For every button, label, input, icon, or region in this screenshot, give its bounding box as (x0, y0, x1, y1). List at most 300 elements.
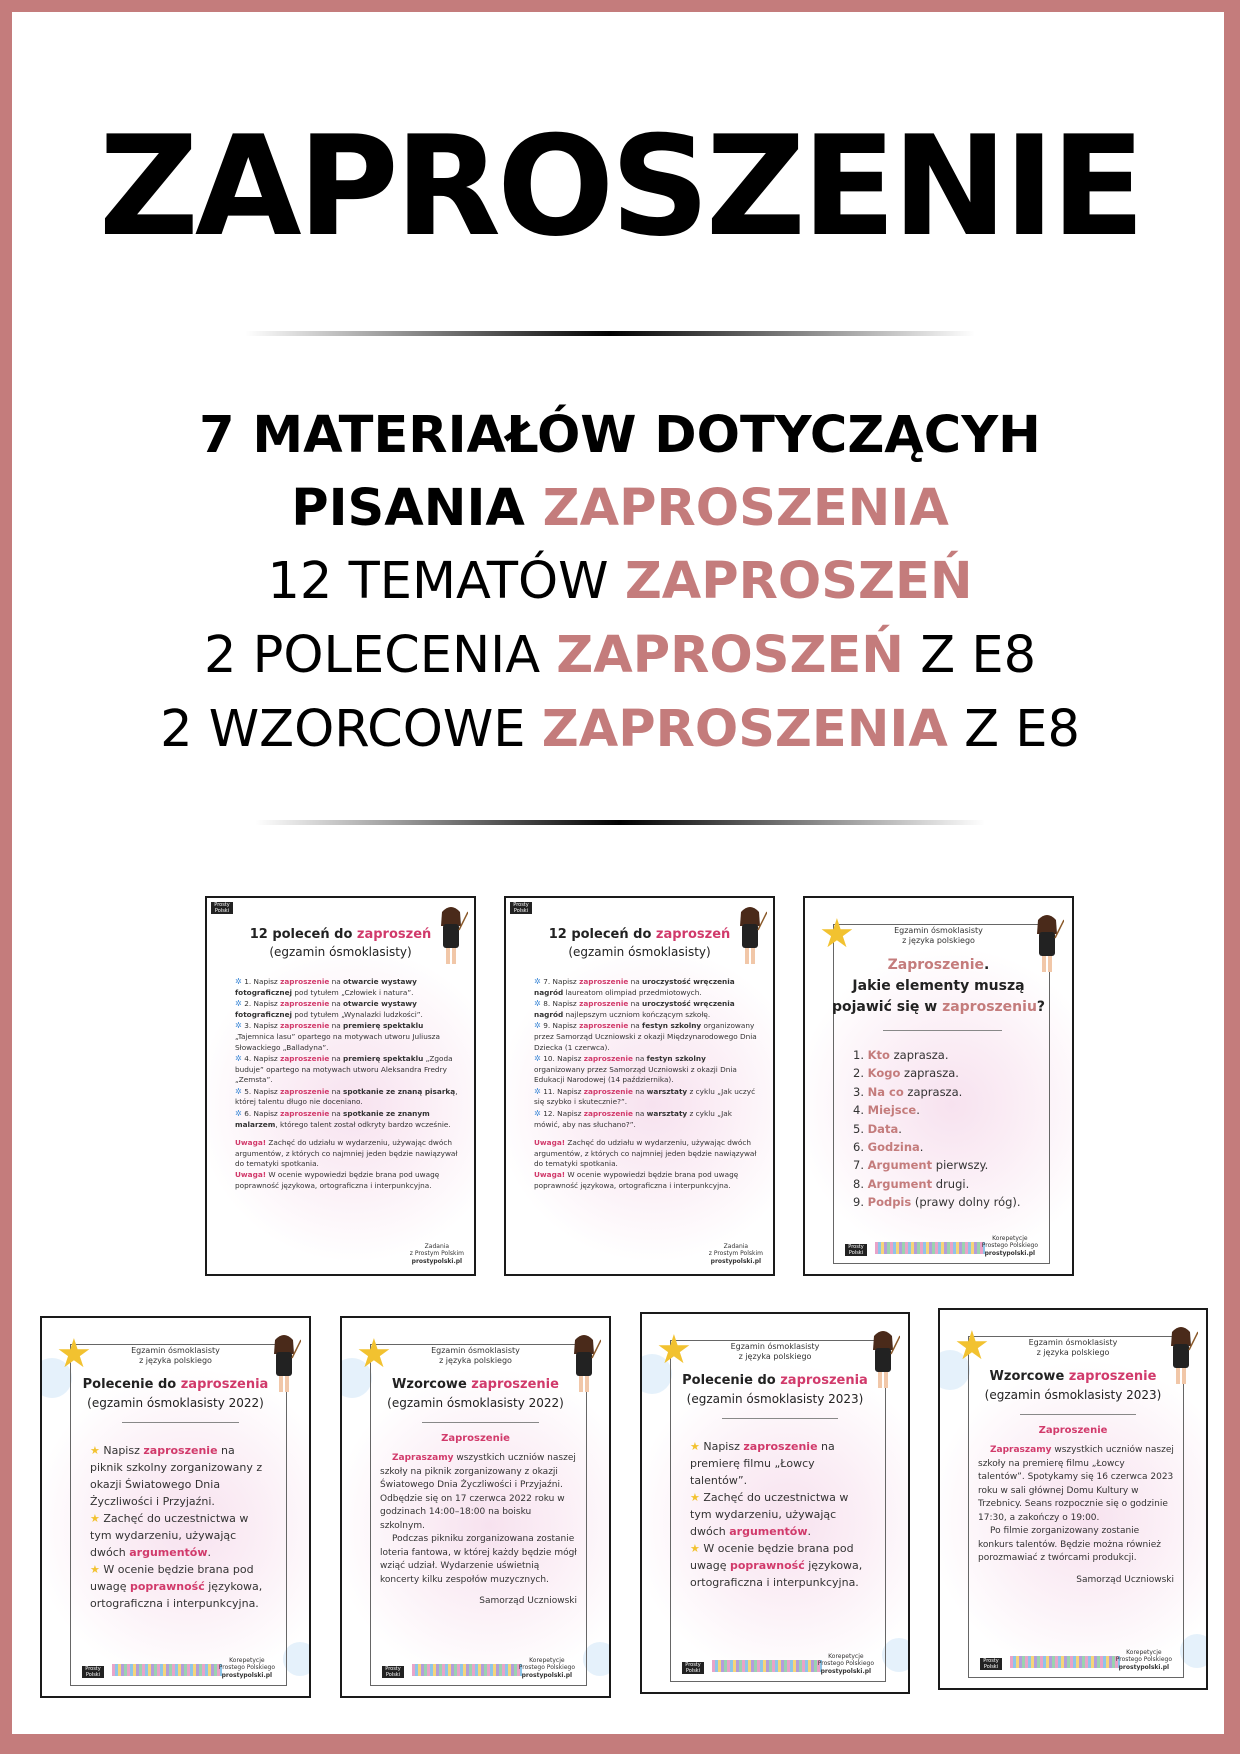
logo: Prosty Polski (510, 902, 532, 914)
divider (883, 1030, 1002, 1031)
item-number: 2. (853, 1066, 868, 1081)
star-icon: ★ (90, 1563, 104, 1577)
title-accent: zaproszeń (356, 927, 432, 942)
exam-header-line: Egzamin ósmoklasisty (131, 1346, 220, 1355)
task-accent: zaproszenie (583, 1086, 633, 1096)
star-icon: ★ (356, 1331, 392, 1377)
task-text: 1. Napisz (244, 977, 281, 986)
paragraph-text: wszystkich uczniów naszej szkoły na premierę filmu „Łowcy talentów”. Spotykamy się 16 czerwca 2023 roku w sali głównej Domu Kultury w Trzebnicy. Seans rozpocznie się o godzinie 17:30, a zakończy o 19:00. (978, 1445, 1174, 1523)
item-accent: Godzina (867, 1139, 920, 1154)
footer-site: prostypolski.pl (221, 1672, 273, 1680)
card-subtitle: (egzamin ósmoklasisty) (568, 945, 711, 959)
gear-icon: ✲ (235, 999, 245, 1009)
task-accent: zaproszenie (280, 1054, 330, 1064)
note-text: W ocenie wypowiedzi będzie brana pod uwagę poprawność językowa, ortograficzna i interpunkcyjna. (235, 1169, 440, 1190)
exam-header (42, 1346, 309, 1365)
task-text: laureatom olimpiad przedmiotowych. (563, 987, 702, 997)
task-bold: festyn szkolny (646, 1054, 706, 1064)
item-accent: Argument (867, 1176, 933, 1191)
star-icon: ★ (954, 1323, 990, 1369)
task-text: 4. Napisz (244, 1054, 281, 1064)
task-accent: zaproszenie (280, 1109, 330, 1119)
card-title (940, 1368, 1206, 1386)
divider (122, 1422, 239, 1423)
paragraph-text: wszystkich uczniów naszej szkoły na piknik zorganizowany z okazji Światowego Dnia Życzliwości i Przyjaźni. Odbędzie się on 17 czerwca 2022 roku w godzinach 14:00–18:00 na boisku szkolnym. (380, 1453, 576, 1531)
logo: Prosty Polski (682, 1662, 704, 1674)
paragraph (380, 1452, 577, 1533)
preview-card-12-tasks-part2 (504, 896, 775, 1276)
card-subtitle: (egzamin ósmoklasisty) (269, 945, 412, 959)
task-text: 12. Napisz (543, 1109, 584, 1119)
task-item (235, 1020, 458, 1053)
list-item (853, 1193, 1021, 1211)
bullet-text: językowa, ortograficzna i interpunkcyjna. (690, 1559, 863, 1590)
item-number: 7. (853, 1158, 868, 1173)
list-item (853, 1120, 1021, 1138)
page-title: ZAPROSZENIE (98, 106, 1142, 267)
task-accent: zaproszenie (579, 1021, 629, 1031)
task-item (235, 976, 458, 998)
title-accent: zaproszeń (655, 927, 731, 942)
task-text: organizowany przez Samorząd Uczniowski z okazji Międzynarodowego Dnia Dziecka (1 czerwca). (534, 1021, 757, 1052)
task-bullets (690, 1438, 868, 1591)
task-text: na (329, 1086, 344, 1096)
item-text: . (898, 1121, 902, 1136)
card-subtitle: (egzamin ósmoklasisty 2023) (984, 1388, 1162, 1402)
title-text: 12 poleceń do (548, 927, 656, 942)
task-bold: warsztaty (646, 1086, 688, 1096)
bullet (90, 1561, 269, 1612)
logo: Prosty Polski (845, 1244, 867, 1256)
headline-accent: ZAPROSZEŃ (624, 552, 973, 611)
task-item (235, 1108, 458, 1130)
exam-header-line: Egzamin ósmoklasisty (431, 1346, 520, 1355)
footer-text: z Prostym Polskim (708, 1250, 763, 1258)
card-title (506, 926, 773, 944)
list-item (853, 1046, 1021, 1064)
star-icon: ★ (690, 1542, 704, 1556)
logo: Prosty Polski (382, 1666, 404, 1678)
preview-card-model-2022 (340, 1316, 611, 1698)
card-title: Jakie elementy muszą (852, 978, 1025, 994)
item-accent: Miejsce (867, 1103, 917, 1118)
task-text: na (632, 1086, 647, 1096)
star-icon: ★ (56, 1331, 92, 1377)
task-text: na (329, 999, 344, 1009)
list-item (853, 1138, 1021, 1156)
books-illustration (875, 1242, 985, 1254)
task-text: pod tytułem „Człowiek i natura”. (292, 987, 414, 997)
preview-card-12-tasks-part1 (205, 896, 476, 1276)
task-item (235, 998, 458, 1020)
task-text: z cyklu „Jak mówić, aby nas słuchano?”. (534, 1109, 732, 1129)
preview-card-model-2023 (938, 1308, 1208, 1690)
task-text: 3. Napisz (244, 1021, 281, 1031)
bullet-text: Napisz (703, 1440, 744, 1453)
headline-text: Z E8 (903, 626, 1037, 685)
task-list (534, 976, 757, 1191)
footer-text: Korepetycje (229, 1656, 265, 1664)
decoration (882, 1638, 910, 1672)
exam-header-line: z języka polskiego (1036, 1347, 1110, 1357)
list-item (853, 1083, 1021, 1101)
exam-header (342, 1346, 609, 1365)
star-icon: ★ (690, 1491, 704, 1505)
task-bold: festyn szkolny (642, 1021, 702, 1031)
gear-icon: ✲ (534, 1054, 544, 1064)
paragraph-accent: Zapraszamy (392, 1453, 454, 1463)
gear-icon: ✲ (534, 999, 544, 1009)
headline-text: 2 POLECENIA (203, 626, 557, 685)
top-divider (245, 331, 975, 336)
task-text: , którego talent został odkryty bardzo wcześnie. (275, 1119, 451, 1129)
bullet-text: na piknik szkolny zorganizowany z okazji Światowego Dnia Życzliwości i Przyjaźni. (90, 1444, 263, 1509)
list-item (853, 1064, 1021, 1082)
card-title (805, 998, 1072, 1017)
exam-header-line: Egzamin ósmoklasisty (730, 1342, 820, 1351)
task-text: 7. Napisz (543, 977, 580, 986)
title-text: pojawić się w (831, 999, 943, 1015)
bullet-accent: poprawność (129, 1580, 205, 1594)
task-bold: warsztaty (646, 1109, 688, 1119)
logo: Prosty Polski (82, 1666, 104, 1678)
footer-site: prostypolski.pl (984, 1250, 1036, 1258)
exam-header-line: Egzamin ósmoklasisty (894, 926, 983, 935)
bullet-accent: zaproszenie (143, 1444, 218, 1457)
bottom-divider (255, 820, 985, 825)
note-label: Uwaga! (235, 1169, 267, 1179)
task-text: na (329, 1109, 344, 1119)
title-text: 12 poleceń do (249, 927, 357, 942)
bullet-text: W ocenie będzie brana pod uwagę (690, 1542, 854, 1573)
card-title (642, 1372, 908, 1390)
card-footer (818, 1653, 874, 1676)
title-text: Wzorcowe (989, 1369, 1069, 1384)
headline-text: PISANIA (291, 479, 543, 538)
bullet-text: na premierę filmu „Łowcy talentów”. (690, 1440, 835, 1488)
item-accent: Argument (867, 1158, 933, 1173)
note-text: Zachęć do udziału w wydarzeniu, używając dwóch argumentów, z których co najmniej jeden będzie nawiązywał do tematyki spotkania. (235, 1138, 458, 1169)
footer-text: z Prostym Polskim (409, 1250, 464, 1258)
task-item (534, 1020, 757, 1053)
item-number: 4. (853, 1103, 868, 1118)
gear-icon: ✲ (534, 977, 544, 986)
paragraph-accent: Zapraszamy (990, 1445, 1052, 1455)
list-item (853, 1175, 1021, 1193)
gear-icon: ✲ (534, 1021, 544, 1031)
item-number: 6. (853, 1139, 868, 1154)
card-footer (519, 1657, 575, 1680)
headline-line-1: 7 MATERIAŁÓW DOTYCZĄCYH (199, 406, 1041, 465)
task-bold: uroczystość wręczenia nagród (534, 977, 735, 997)
exam-header-line: Egzamin ósmoklasisty (1028, 1338, 1118, 1347)
footer-site: prostypolski.pl (521, 1672, 573, 1680)
title-accent: zaproszenie (1068, 1369, 1157, 1384)
task-accent: zaproszenie (579, 999, 629, 1009)
bullet (90, 1442, 269, 1510)
note-label: Uwaga! (534, 1169, 566, 1179)
task-bold: spotkanie ze znaną pisarką (343, 1086, 456, 1096)
task-text: 9. Napisz (543, 1021, 580, 1031)
footer-text: Korepetycje (828, 1652, 864, 1660)
preview-card-task-2023 (640, 1312, 910, 1694)
preview-card-elements (803, 896, 1074, 1276)
title-text: ? (1036, 999, 1046, 1015)
card-subtitle: (egzamin ósmoklasisty 2022) (387, 1396, 564, 1410)
elements-list (853, 1046, 1021, 1212)
footer-text: Prostego Polskiego (981, 1242, 1038, 1250)
gear-icon: ✲ (235, 1109, 245, 1119)
note-label: Uwaga! (235, 1138, 267, 1148)
task-accent: zaproszenie (280, 1021, 330, 1031)
task-item (534, 1086, 757, 1108)
task-item (534, 998, 757, 1020)
star-icon: ★ (819, 911, 855, 957)
title-accent: zaproszenie (471, 1377, 559, 1392)
headline-accent: ZAPROSZENIA (542, 479, 949, 538)
task-item (534, 976, 757, 998)
bullet-accent: argumentów (129, 1546, 208, 1560)
decoration (583, 1642, 611, 1676)
task-text: na (628, 999, 643, 1009)
bullet (690, 1489, 868, 1540)
decoration (1180, 1634, 1208, 1668)
decoration (283, 1642, 311, 1676)
task-text: na (329, 1054, 344, 1064)
title-text: Polecenie do (82, 1377, 181, 1392)
item-accent: Podpis (867, 1195, 912, 1210)
card-footer (1116, 1649, 1172, 1672)
gear-icon: ✲ (235, 1086, 245, 1096)
signature: Samorząd Uczniowski (479, 1596, 577, 1606)
bullet-accent: poprawność (729, 1559, 805, 1573)
task-item (235, 1053, 458, 1086)
footer-text: Prostego Polskiego (218, 1664, 275, 1672)
star-icon: ★ (690, 1440, 704, 1453)
exam-header-line: z języka polskiego (139, 1355, 212, 1365)
headline-text: 12 TEMATÓW (267, 552, 625, 611)
footer-text: Zadania (424, 1242, 450, 1250)
item-number: 1. (853, 1048, 868, 1062)
gear-icon: ✲ (534, 1109, 544, 1119)
paragraph: Po filmie zorganizowany zostanie konkurs talentów. Będzie można również porozmawiać z twórcami produkcji. (978, 1526, 1162, 1563)
paragraph (978, 1444, 1174, 1525)
bullet (690, 1438, 868, 1489)
task-list (235, 976, 458, 1191)
task-item (534, 1108, 757, 1130)
preview-card-task-2022 (40, 1316, 311, 1698)
gear-icon: ✲ (235, 977, 245, 986)
bullet-accent: zaproszenie (743, 1440, 818, 1453)
bullet-text: W ocenie będzie brana pod uwagę (90, 1563, 254, 1594)
bullet-accent: argumentów (729, 1525, 808, 1539)
task-text: na (632, 1109, 647, 1119)
headline-line-2 (0, 479, 1240, 538)
model-heading: Zaproszenie (1038, 1425, 1108, 1436)
task-text: 8. Napisz (543, 999, 580, 1009)
divider (1020, 1414, 1136, 1415)
item-text: pierwszy. (932, 1158, 989, 1173)
task-text: 5. Napisz (244, 1086, 281, 1096)
footer-site: prostypolski.pl (411, 1258, 463, 1266)
footer-text: Korepetycje (992, 1234, 1028, 1242)
title-text: Polecenie do (682, 1373, 781, 1388)
task-text: organizowany przez Samorząd Uczniowski z okazji Dnia Edukacji Narodowej (14 października). (534, 1064, 737, 1085)
note-text: Zachęć do udziału w wydarzeniu, używając dwóch argumentów, z których co najmniej jeden będzie nawiązywał do tematyki spotkania. (534, 1138, 757, 1169)
item-accent: Na co (867, 1084, 904, 1099)
task-text: najlepszym uczniom kończącym szkołę. (563, 1009, 711, 1019)
gear-icon: ✲ (235, 1021, 245, 1031)
headline-text: Z E8 (947, 700, 1080, 759)
item-text: drugi. (932, 1176, 970, 1191)
footer-text: Prostego Polskiego (518, 1664, 575, 1672)
footer-site: prostypolski.pl (710, 1258, 762, 1266)
exam-header-line: z języka polskiego (738, 1351, 812, 1361)
logo: Prosty Polski (980, 1658, 1002, 1670)
card-title (42, 1376, 309, 1394)
footer-text: Prostego Polskiego (1115, 1656, 1172, 1664)
card-title (207, 926, 474, 944)
task-text: 11. Napisz (543, 1086, 584, 1096)
task-accent: zaproszenie (280, 1086, 330, 1096)
task-text: pod tytułem „Wynalazki ludzkości”. (292, 1009, 423, 1019)
divider (722, 1418, 838, 1419)
books-illustration (712, 1660, 822, 1672)
gear-icon: ✲ (235, 1054, 245, 1064)
note (534, 1170, 757, 1191)
list-item (853, 1101, 1021, 1119)
signature: Samorząd Uczniowski (1076, 1574, 1174, 1585)
bullet-text: Napisz (103, 1444, 144, 1457)
star-icon: ★ (90, 1444, 104, 1457)
divider (422, 1422, 539, 1423)
headline-accent: ZAPROSZEŃ (556, 626, 904, 685)
headline-line-4 (0, 626, 1240, 685)
footer-site: prostypolski.pl (1118, 1664, 1170, 1672)
task-accent: zaproszenie (583, 1054, 633, 1064)
note (235, 1138, 458, 1170)
task-bold: premierę spektaklu (343, 1021, 424, 1031)
item-number: 8. (853, 1176, 868, 1191)
note (534, 1138, 757, 1170)
paragraph: Podczas pikniku zorganizowana zostanie loteria fantowa, w której każdy będzie mógł wziąć udział. Wydarzenie uświetnią koncerty kilku zespołów muzycznych. (380, 1534, 577, 1585)
item-number: 5. (853, 1121, 868, 1136)
card-subtitle: (egzamin ósmoklasisty 2022) (87, 1396, 264, 1410)
task-text: „Tajemnica lasu” opartego na motywach utworu Juliusza Słowackiego „Balladyna”. (235, 1031, 440, 1052)
task-text: , której talentu długo nie doceniano. (235, 1086, 458, 1107)
footer-text: Korepetycje (529, 1656, 565, 1664)
item-accent: Kogo (867, 1066, 901, 1081)
card-subtitle: (egzamin ósmoklasisty 2023) (686, 1392, 864, 1406)
bullet-text: . (807, 1525, 812, 1539)
title-accent: zaproszenia (180, 1377, 269, 1392)
task-text: 6. Napisz (244, 1109, 281, 1119)
bullet-text: językowa, ortograficzna i interpunkcyjna. (90, 1580, 263, 1611)
footer-text: Zadania (723, 1242, 749, 1250)
exam-header (805, 926, 1072, 945)
headline-accent: ZAPROSZENIA (541, 700, 948, 759)
note (235, 1170, 458, 1191)
task-text: na (329, 1021, 344, 1031)
item-accent: Data (867, 1121, 899, 1136)
task-accent: zaproszenie (583, 1109, 633, 1119)
card-footer (219, 1657, 275, 1680)
task-text: na (628, 1021, 643, 1031)
card-title (805, 956, 1072, 975)
bullet-text: . (207, 1546, 212, 1560)
item-text: . (919, 1139, 924, 1154)
books-illustration (1010, 1656, 1120, 1668)
task-accent: zaproszenie (280, 977, 330, 986)
star-icon: ★ (90, 1512, 104, 1526)
item-accent: Kto (867, 1048, 890, 1062)
title-accent: zaproszeniu (942, 999, 1037, 1015)
model-heading: Zaproszenie (441, 1433, 510, 1444)
logo: Prosty Polski (211, 902, 233, 914)
card-footer (410, 1243, 464, 1266)
note-label: Uwaga! (534, 1138, 566, 1148)
star-icon: ★ (656, 1327, 692, 1373)
task-accent: zaproszenie (280, 999, 330, 1009)
task-bold: premierę spektaklu (343, 1054, 424, 1064)
model-text (978, 1444, 1174, 1587)
card-title (342, 1376, 609, 1394)
task-text: z cyklu „Jak uczyć się szybko i skutecznie?”. (534, 1086, 756, 1107)
task-text: na (632, 1054, 647, 1064)
task-item (534, 1053, 757, 1086)
task-bold: spotkanie ze znanym malarzem (235, 1109, 430, 1129)
list-item (853, 1156, 1021, 1174)
headline-text: 2 WZORCOWE (160, 700, 542, 759)
task-text: 2. Napisz (244, 999, 281, 1009)
item-text: zaprasza. (900, 1066, 959, 1081)
bullet (690, 1540, 868, 1591)
item-text: zaprasza. (903, 1084, 963, 1099)
footer-text: Prostego Polskiego (817, 1660, 874, 1668)
headline-line-3 (0, 552, 1240, 611)
card-footer (709, 1243, 763, 1266)
task-text: na (628, 977, 643, 986)
title-text: . (984, 957, 990, 973)
exam-header (642, 1342, 908, 1361)
task-text: 10. Napisz (543, 1054, 584, 1064)
item-text: . (916, 1103, 920, 1118)
task-accent: zaproszenie (579, 977, 629, 986)
exam-header-line: z języka polskiego (439, 1355, 512, 1365)
footer-text: Korepetycje (1126, 1648, 1162, 1656)
bullet (90, 1510, 269, 1561)
bullet-text: Zachęć do uczestnictwa w tym wydarzeniu, używając dwóch (90, 1512, 249, 1560)
task-item (235, 1086, 458, 1108)
task-text: na (329, 977, 344, 986)
task-text: „Zgoda buduje” opartego na motywach utworu Aleksandra Fredry „Zemsta”. (235, 1054, 453, 1085)
exam-header (940, 1338, 1206, 1357)
books-illustration (112, 1664, 222, 1676)
item-number: 9. (853, 1195, 868, 1210)
title-accent: zaproszenia (780, 1373, 868, 1388)
books-illustration (412, 1664, 522, 1676)
item-number: 3. (853, 1084, 868, 1099)
item-text: zaprasza. (889, 1048, 949, 1062)
model-text (380, 1452, 577, 1609)
task-bold: uroczystość wręczenia nagród (534, 999, 735, 1019)
task-bold: otwarcie wystawy fotograficznej (235, 999, 417, 1019)
gear-icon: ✲ (534, 1086, 544, 1096)
item-text: (prawy dolny róg). (911, 1195, 1021, 1210)
bullet-text: Zachęć do uczestnictwa w tym wydarzeniu, używając dwóch (690, 1491, 849, 1539)
headline-line-5 (0, 700, 1240, 759)
note-text: W ocenie wypowiedzi będzie brana pod uwagę poprawność językowa, ortograficzna i interpunkcyjna. (534, 1169, 739, 1190)
